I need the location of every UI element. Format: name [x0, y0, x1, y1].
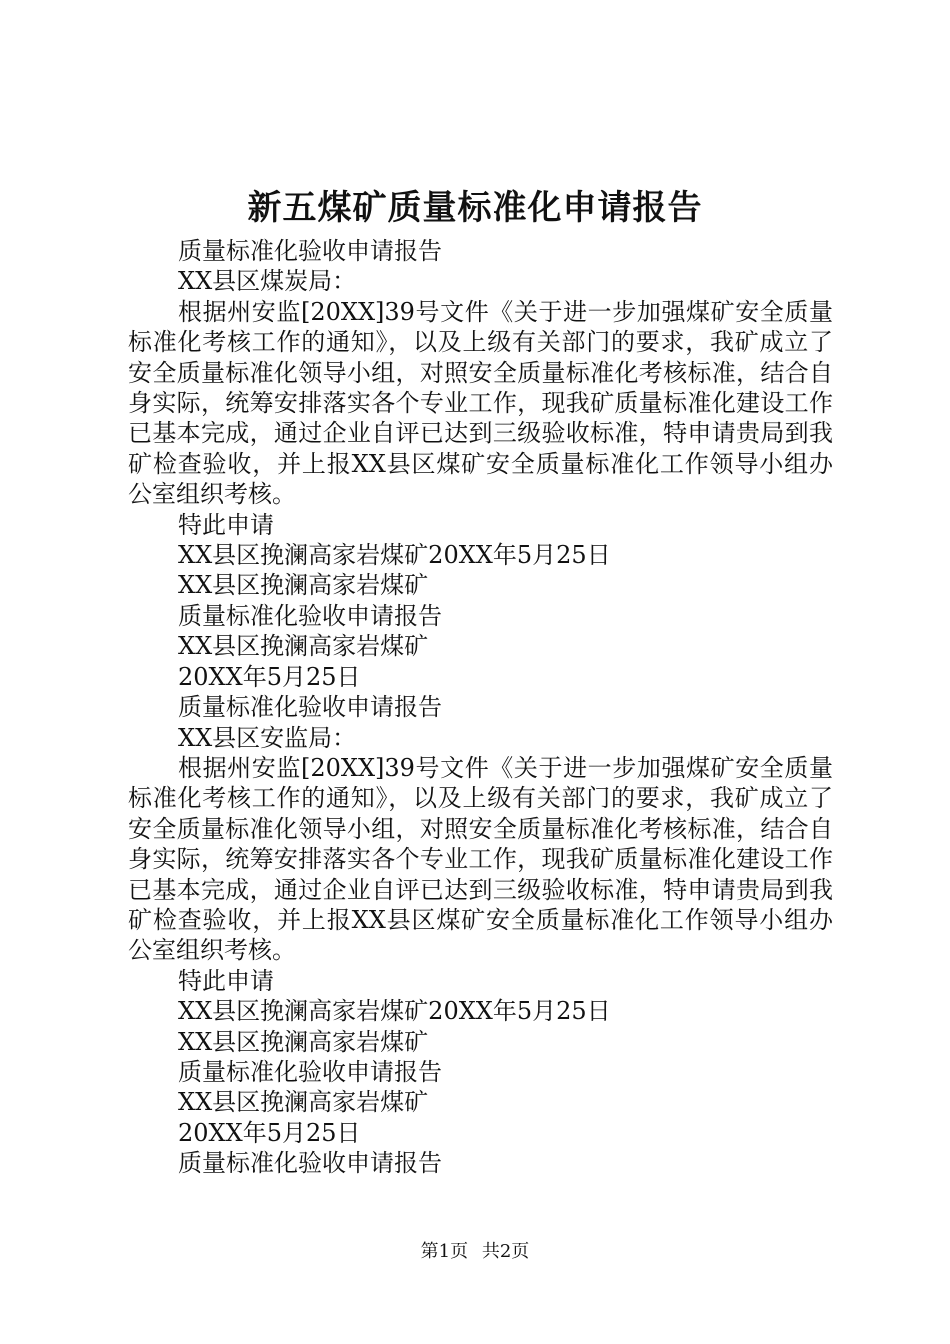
body-paragraph: 根据州安监[20XX]39号文件《关于进一步加强煤矿安全质量标准化考核工作的通知》，以及上级有关部门的要求，我矿成立了安全质量标准化领导小组，对照安全质量标准化考核标准，结合自身实际，统筹安排落实各个专业工作，现我矿质量标准化建设工作已基本完成，通过企业自评已达到三级验收标准，特申请贵局到我矿检查验收，并上报XX县区煤矿安全质量标准化工作领导小组办公室组织考核。 [128, 297, 833, 509]
body-line: 特此申请 [178, 966, 274, 995]
page-footer [0, 1240, 950, 1264]
body-line: 质量标准化验收申请报告 [178, 601, 442, 630]
document-body [128, 236, 833, 1179]
body-line: XX县区煤炭局： [178, 267, 357, 296]
body-line: XX县区挽澜高家岩煤矿 [178, 1027, 429, 1056]
body-line: XX县区挽澜高家岩煤矿20XX年5月25日 [178, 997, 611, 1026]
body-line: 20XX年5月25日 [178, 1118, 361, 1147]
body-line: XX县区挽澜高家岩煤矿 [178, 632, 429, 661]
body-line: 质量标准化验收申请报告 [178, 1057, 442, 1086]
body-line: 20XX年5月25日 [178, 662, 361, 691]
page-total: 共2页 [481, 1241, 530, 1262]
page-number: 第1页 [420, 1241, 469, 1262]
body-paragraph: 根据州安监[20XX]39号文件《关于进一步加强煤矿安全质量标准化考核工作的通知》，以及上级有关部门的要求，我矿成立了安全质量标准化领导小组，对照安全质量标准化考核标准，结合自身实际，统筹安排落实各个专业工作，现我矿质量标准化建设工作已基本完成，通过企业自评已达到三级验收标准，特申请贵局到我矿检查验收，并上报XX县区煤矿安全质量标准化工作领导小组办公室组织考核。 [128, 753, 833, 965]
body-line: XX县区挽澜高家岩煤矿 [178, 1088, 429, 1117]
body-line: XX县区安监局： [178, 723, 357, 752]
body-line: 质量标准化验收申请报告 [178, 237, 442, 265]
body-line: 质量标准化验收申请报告 [178, 693, 442, 722]
body-line: 特此申请 [178, 510, 274, 539]
page-title: 新五煤矿质量标准化申请报告 [247, 188, 703, 228]
body-line: XX县区挽澜高家岩煤矿 [178, 571, 429, 600]
body-line: XX县区挽澜高家岩煤矿20XX年5月25日 [178, 541, 611, 570]
body-line: 质量标准化验收申请报告 [178, 1149, 442, 1178]
